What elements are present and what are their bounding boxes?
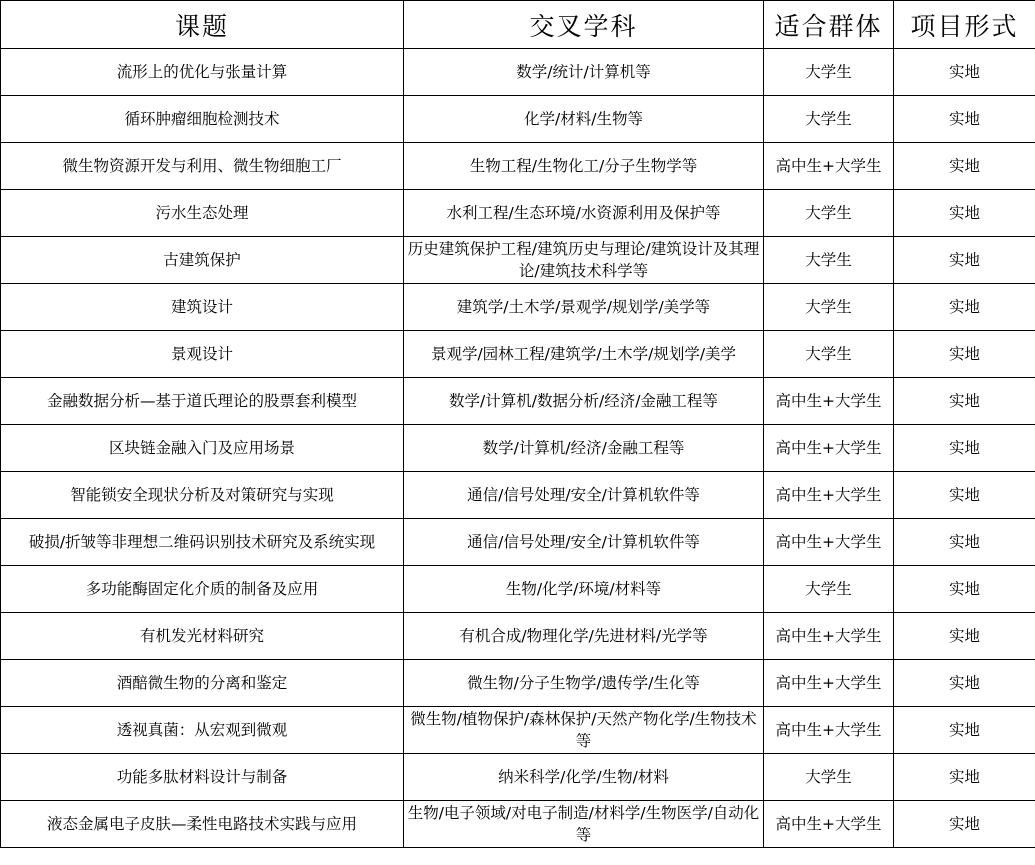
cell-topic: 金融数据分析—基于道氏理论的股票套利模型	[1, 378, 404, 425]
cell-format: 实地	[894, 566, 1035, 613]
table-row	[1, 425, 1035, 472]
cell-topic: 建筑设计	[1, 284, 404, 331]
header-topic: 课题	[1, 1, 404, 49]
cell-disciplines: 历史建筑保护工程/建筑历史与理论/建筑设计及其理论/建筑技术科学等	[404, 237, 764, 284]
table-row	[1, 331, 1035, 378]
cell-topic: 破损/折皱等非理想二维码识别技术研究及系统实现	[1, 519, 404, 566]
table-row	[1, 190, 1035, 237]
cell-topic: 循环肿瘤细胞检测技术	[1, 96, 404, 143]
cell-topic: 智能锁安全现状分析及对策研究与实现	[1, 472, 404, 519]
cell-format: 实地	[894, 49, 1035, 96]
table-row	[1, 566, 1035, 613]
cell-disciplines: 通信/信号处理/安全/计算机软件等	[404, 519, 764, 566]
cell-audience: 大学生	[764, 49, 894, 96]
cell-disciplines: 数学/计算机/数据分析/经济/金融工程等	[404, 378, 764, 425]
cell-topic: 酒醅微生物的分离和鉴定	[1, 660, 404, 707]
cell-format: 实地	[894, 425, 1035, 472]
cell-audience: 大学生	[764, 331, 894, 378]
cell-format: 实地	[894, 284, 1035, 331]
cell-disciplines: 数学/统计/计算机等	[404, 49, 764, 96]
cell-audience: 高中生+大学生	[764, 378, 894, 425]
cell-disciplines: 通信/信号处理/安全/计算机软件等	[404, 472, 764, 519]
cell-audience: 高中生+大学生	[764, 519, 894, 566]
cell-audience: 大学生	[764, 754, 894, 801]
cell-audience: 大学生	[764, 284, 894, 331]
cell-disciplines: 纳米科学/化学/生物/材料	[404, 754, 764, 801]
cell-disciplines: 生物工程/生物化工/分子生物学等	[404, 143, 764, 190]
cell-topic: 流形上的优化与张量计算	[1, 49, 404, 96]
cell-disciplines: 生物/化学/环境/材料等	[404, 566, 764, 613]
table-row	[1, 613, 1035, 660]
cell-disciplines: 微生物/分子生物学/遗传学/生化等	[404, 660, 764, 707]
cell-disciplines: 生物/电子领域/对电子制造/材料学/生物医学/自动化等	[404, 801, 764, 848]
table-row	[1, 143, 1035, 190]
table-row	[1, 519, 1035, 566]
cell-topic: 景观设计	[1, 331, 404, 378]
table-row	[1, 707, 1035, 754]
table-row	[1, 660, 1035, 707]
cell-disciplines: 水利工程/生态环境/水资源利用及保护等	[404, 190, 764, 237]
table-row	[1, 49, 1035, 96]
cell-disciplines: 建筑学/土木学/景观学/规划学/美学等	[404, 284, 764, 331]
cell-format: 实地	[894, 96, 1035, 143]
cell-format: 实地	[894, 378, 1035, 425]
table-row	[1, 237, 1035, 284]
cell-format: 实地	[894, 331, 1035, 378]
cell-disciplines: 化学/材料/生物等	[404, 96, 764, 143]
cell-topic: 有机发光材料研究	[1, 613, 404, 660]
cell-topic: 多功能酶固定化介质的制备及应用	[1, 566, 404, 613]
cell-audience: 高中生+大学生	[764, 613, 894, 660]
cell-topic: 液态金属电子皮肤—柔性电路技术实践与应用	[1, 801, 404, 848]
table-row	[1, 472, 1035, 519]
cell-audience: 大学生	[764, 237, 894, 284]
cell-audience: 高中生+大学生	[764, 143, 894, 190]
table-row	[1, 378, 1035, 425]
cell-topic: 透视真菌：从宏观到微观	[1, 707, 404, 754]
table-row	[1, 96, 1035, 143]
cell-audience: 高中生+大学生	[764, 425, 894, 472]
cell-format: 实地	[894, 519, 1035, 566]
cell-disciplines: 数学/计算机/经济/金融工程等	[404, 425, 764, 472]
cell-topic: 区块链金融入门及应用场景	[1, 425, 404, 472]
header-audience: 适合群体	[764, 1, 894, 49]
cell-topic: 功能多肽材料设计与制备	[1, 754, 404, 801]
cell-audience: 大学生	[764, 190, 894, 237]
cell-audience: 高中生+大学生	[764, 472, 894, 519]
cell-format: 实地	[894, 143, 1035, 190]
cell-audience: 大学生	[764, 96, 894, 143]
cell-format: 实地	[894, 660, 1035, 707]
header-format: 项目形式	[894, 1, 1035, 49]
cell-topic: 微生物资源开发与利用、微生物细胞工厂	[1, 143, 404, 190]
header-row	[1, 1, 1035, 49]
cell-format: 实地	[894, 613, 1035, 660]
cell-format: 实地	[894, 237, 1035, 284]
table-row	[1, 801, 1035, 848]
cell-format: 实地	[894, 754, 1035, 801]
header-disciplines: 交叉学科	[404, 1, 764, 49]
table-row	[1, 284, 1035, 331]
cell-audience: 高中生+大学生	[764, 660, 894, 707]
cell-format: 实地	[894, 472, 1035, 519]
cell-format: 实地	[894, 801, 1035, 848]
cell-topic: 古建筑保护	[1, 237, 404, 284]
cell-audience: 大学生	[764, 566, 894, 613]
cell-audience: 高中生+大学生	[764, 707, 894, 754]
cell-topic: 污水生态处理	[1, 190, 404, 237]
cell-format: 实地	[894, 707, 1035, 754]
cell-disciplines: 景观学/园林工程/建筑学/土木学/规划学/美学	[404, 331, 764, 378]
cell-audience: 高中生+大学生	[764, 801, 894, 848]
table-row	[1, 754, 1035, 801]
cell-format: 实地	[894, 190, 1035, 237]
cell-disciplines: 微生物/植物保护/森林保护/天然产物化学/生物技术等	[404, 707, 764, 754]
cell-disciplines: 有机合成/物理化学/先进材料/光学等	[404, 613, 764, 660]
